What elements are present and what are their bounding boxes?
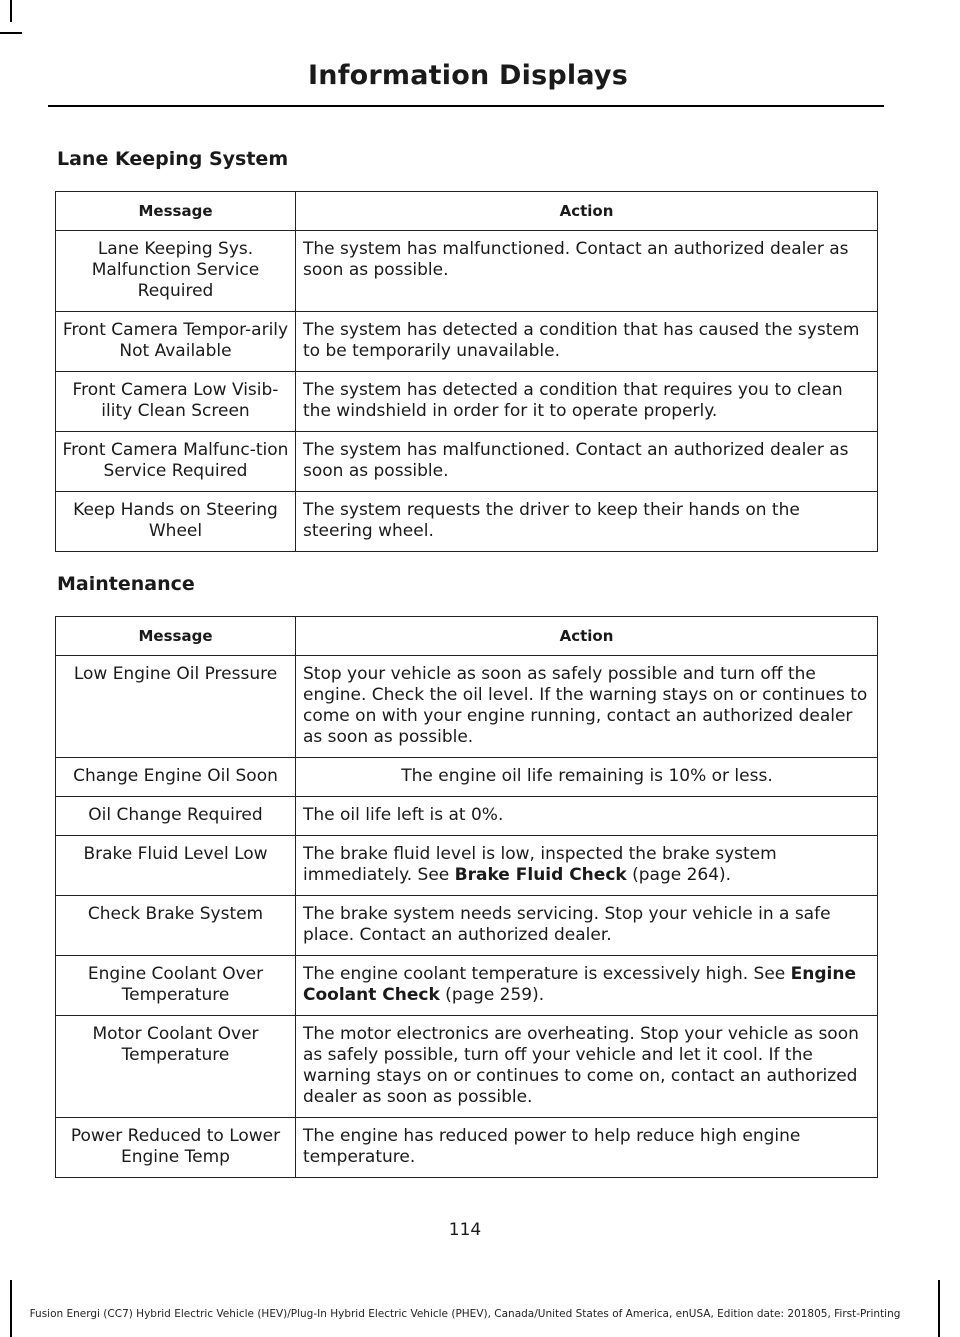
message-cell: Front Camera Tempor-arily Not Available bbox=[56, 312, 296, 372]
action-cell bbox=[296, 836, 878, 896]
table-row bbox=[56, 1118, 878, 1178]
message-cell: Low Engine Oil Pressure bbox=[56, 656, 296, 758]
action-text: The brake fluid level is low, inspected the brake system immediately. See bbox=[303, 844, 777, 885]
table-row bbox=[56, 836, 878, 896]
message-cell: Check Brake System bbox=[56, 896, 296, 956]
table-header-row bbox=[56, 192, 878, 231]
crop-mark bbox=[0, 32, 22, 34]
action-cell: The motor electronics are overheating. Stop your vehicle as soon as safely possible, turn off your vehicle and let it cool. If the warning stays on or continues to come on, contact an authorized dealer as soon as possible. bbox=[296, 1016, 878, 1118]
action-cell: The system has detected a condition that requires you to clean the windshield in order for it to operate properly. bbox=[296, 372, 878, 432]
table-row bbox=[56, 372, 878, 432]
action-cell: The engine oil life remaining is 10% or less. bbox=[296, 758, 878, 797]
message-cell: Engine Coolant Over Temperature bbox=[56, 956, 296, 1016]
page-reference: (page 259). bbox=[439, 985, 545, 1005]
column-header-message: Message bbox=[56, 192, 296, 231]
table-row bbox=[56, 896, 878, 956]
section-title-lane-keeping: Lane Keeping System bbox=[57, 148, 289, 170]
action-cell: The brake system needs servicing. Stop your vehicle in a safe place. Contact an authorized dealer. bbox=[296, 896, 878, 956]
message-cell: Front Camera Malfunc-tion Service Required bbox=[56, 432, 296, 492]
action-cell: The system has malfunctioned. Contact an authorized dealer as soon as possible. bbox=[296, 432, 878, 492]
crop-mark bbox=[938, 1280, 940, 1337]
table-row bbox=[56, 312, 878, 372]
action-cell: The engine has reduced power to help reduce high engine temperature. bbox=[296, 1118, 878, 1178]
table-row bbox=[56, 797, 878, 836]
maintenance-table bbox=[55, 616, 878, 1178]
message-cell: Oil Change Required bbox=[56, 797, 296, 836]
page-header-title: Information Displays bbox=[308, 60, 628, 91]
message-cell: Keep Hands on Steering Wheel bbox=[56, 492, 296, 552]
page-number: 114 bbox=[448, 1220, 482, 1240]
cross-reference-link[interactable]: Engine Coolant Check bbox=[303, 964, 856, 1005]
message-cell: Motor Coolant Over Temperature bbox=[56, 1016, 296, 1118]
header-rule bbox=[48, 105, 884, 107]
message-cell: Change Engine Oil Soon bbox=[56, 758, 296, 797]
table-row bbox=[56, 1016, 878, 1118]
action-cell: The system has detected a condition that has caused the system to be temporarily unavailable. bbox=[296, 312, 878, 372]
message-cell: Brake Fluid Level Low bbox=[56, 836, 296, 896]
action-cell bbox=[296, 956, 878, 1016]
table-row bbox=[56, 956, 878, 1016]
message-cell: Front Camera Low Visib-ility Clean Screen bbox=[56, 372, 296, 432]
table-row bbox=[56, 231, 878, 312]
lane-keeping-table bbox=[55, 191, 878, 552]
page-reference: (page 264). bbox=[626, 865, 732, 885]
action-cell: Stop your vehicle as soon as safely possible and turn off the engine. Check the oil level. If the warning stays on or continues to come on with your engine running, contact an authorized dealer as soon as possible. bbox=[296, 656, 878, 758]
column-header-message: Message bbox=[56, 617, 296, 656]
message-cell: Power Reduced to Lower Engine Temp bbox=[56, 1118, 296, 1178]
column-header-action: Action bbox=[296, 617, 878, 656]
table-header-row bbox=[56, 617, 878, 656]
crop-mark bbox=[10, 0, 12, 22]
table-row bbox=[56, 656, 878, 758]
column-header-action: Action bbox=[296, 192, 878, 231]
cross-reference-link[interactable]: Brake Fluid Check bbox=[454, 865, 627, 885]
message-cell: Lane Keeping Sys. Malfunction Service Required bbox=[56, 231, 296, 312]
section-title-maintenance: Maintenance bbox=[57, 573, 195, 595]
action-cell: The system has malfunctioned. Contact an authorized dealer as soon as possible. bbox=[296, 231, 878, 312]
table-row bbox=[56, 432, 878, 492]
table-row bbox=[56, 492, 878, 552]
action-text: The engine coolant temperature is excessively high. See bbox=[303, 964, 791, 984]
page-footer: Fusion Energi (CC7) Hybrid Electric Vehicle (HEV)/Plug-In Hybrid Electric Vehicle (PHEV), Canada/United States of America, enUSA, Edition date: 201805, First-Printing bbox=[29, 1308, 901, 1320]
action-cell: The oil life left is at 0%. bbox=[296, 797, 878, 836]
action-cell: The system requests the driver to keep their hands on the steering wheel. bbox=[296, 492, 878, 552]
table-row bbox=[56, 758, 878, 797]
